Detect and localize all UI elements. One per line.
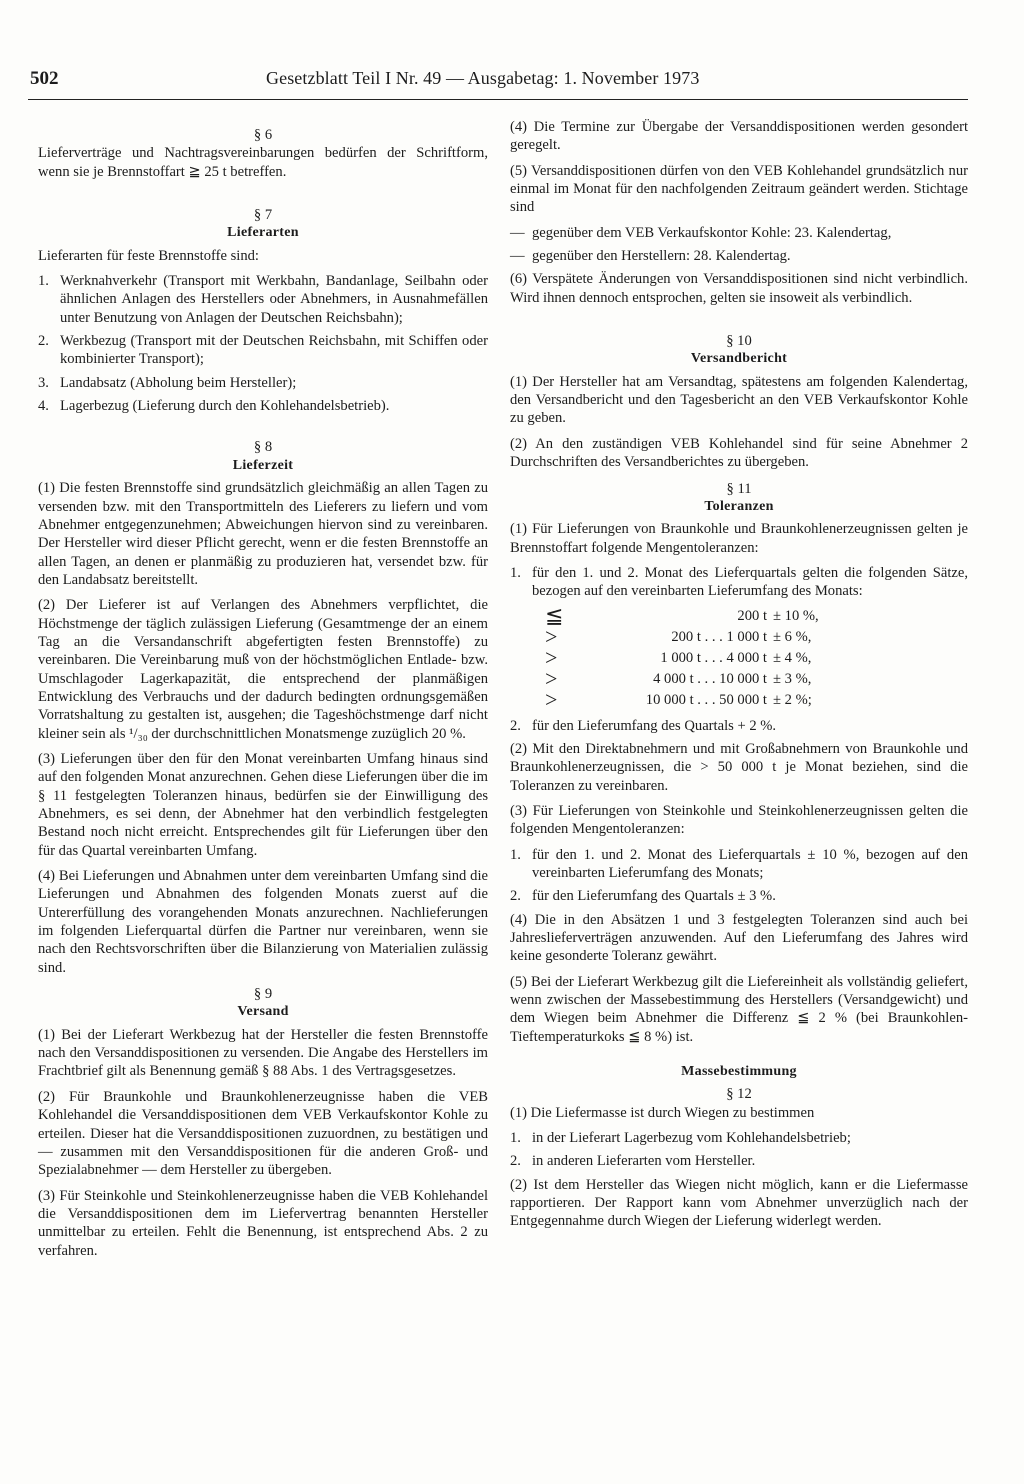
s11-paragraph-3: (3) Für Lieferungen von Steinkohle und Steinkohlenerzeugnissen gelten die folgenden Mengentoleranzen: <box>510 802 968 838</box>
s9-paragraph-4: (4) Die Termine zur Übergabe der Versanddispositionen werden gesondert geregelt. <box>510 119 968 154</box>
list-item-number: 1. <box>510 846 521 863</box>
tolerance-value: ± 6 %, <box>773 628 812 645</box>
list-item-text: für den Lieferumfang des Quartals ± 3 %. <box>532 888 776 905</box>
dash-symbol: — <box>510 224 525 241</box>
quantity-range: 4 000 t . . . 10 000 t <box>653 670 767 687</box>
list-item-text: Werknahverkehr (Transport mit Werkbahn, Bandanlage, Seilbahn oder ähnlichen Anlagen des Herstellers oder Abnehmers, in Ausnahmefällen unter Benutzung von Anlagen der Deutschen Reichsbahn); <box>60 273 488 326</box>
comparison-symbol: > <box>545 644 558 670</box>
s9-paragraph-6: (6) Verspätete Änderungen von Versanddispositionen sind nicht verbindlich. Wird ihnen dennoch entsprochen, gelten sie insoweit als verbindlich. <box>510 271 968 306</box>
s8-paragraph-3: (3) Lieferungen über den für den Monat vereinbarten Umfang hinaus sind auf den folgenden Monat anzurechnen. Gehen diese Lieferungen über die im § 11 festgelegten Toleranzen hinaus, bedürfen sie der Einwilligung des Abnehmers, es sei denn, der Abnehmer hat den verbindlich festgelegten Bestand noch nicht erreicht. Entsprechendes gilt für Lieferungen über den für das Quartal vereinbarten Umfang. <box>38 750 488 859</box>
list-item <box>510 1152 968 1170</box>
comparison-symbol: > <box>545 686 558 712</box>
s11-paragraph-5: (5) Bei der Lieferart Werkbezug gilt die Liefereinheit als vollständig geliefert, wenn zwischen der Massebestimmung des Herstellers (Versandgewicht) und dem Wiegen beim Abnehmer die Differenz ≦ 2 % (bei Braunkohlen-Tieftemperaturkoks ≦ 8 %) ist. <box>510 973 968 1045</box>
list-item-text: für den Lieferumfang des Quartals + 2 %. <box>532 717 777 734</box>
tolerance-value: ± 3 %, <box>773 670 812 687</box>
list-item-number: 4. <box>38 398 49 415</box>
list-item-number: 2. <box>510 888 521 905</box>
list-item-number: 2. <box>510 717 521 734</box>
dash-item <box>510 247 968 265</box>
s7-intro: Lieferarten für feste Brennstoffe sind: <box>38 247 259 264</box>
section-title-lieferzeit: Lieferzeit <box>232 457 294 473</box>
list-item-number: 1. <box>38 273 49 290</box>
s12-paragraph-2: (2) Ist dem Hersteller das Wiegen nicht möglich, kann er die Liefermasse rapportieren. Der Rapport kann vom Abnehmer unverzüglich nach der Entgegennahme durch Wiegen der Lieferung widerlegt werden. <box>510 1176 968 1230</box>
comparison-symbol: > <box>545 665 558 691</box>
list-item <box>510 717 968 735</box>
list-item-text: in der Lieferart Lagerbezug vom Kohlehandelsbetrieb; <box>532 1130 851 1147</box>
dash-item <box>510 224 968 242</box>
tolerance-value: ± 4 %, <box>773 649 812 666</box>
page-header <box>28 64 968 100</box>
left-column <box>38 118 488 1267</box>
list-item-number: 2. <box>510 1153 521 1170</box>
quantity-range: 200 t <box>737 607 767 624</box>
list-item <box>510 846 968 883</box>
list-item-number: 3. <box>38 374 49 391</box>
section-number-7: § 7 <box>253 207 273 224</box>
section-number-9: § 9 <box>253 986 273 1003</box>
section-number-11: § 11 <box>726 480 752 497</box>
comparison-symbol: > <box>545 623 558 649</box>
list-item-text: Werkbezug (Transport mit der Deutschen Reichsbahn, mit Schiffen oder kombinierter Transport); <box>60 333 488 368</box>
s9-paragraph-1: (1) Bei der Lieferart Werkbezug hat der Hersteller die festen Brennstoffe nach den Versanddispositionen zu versenden. Die Angabe des Herstellers im Frachtbrief gilt als Benennung gemäß § 88 Abs. 1 des Vertragsgesetzes. <box>38 1026 488 1080</box>
section-number-6: § 6 <box>253 127 273 143</box>
list-item <box>38 374 488 392</box>
list-item <box>510 887 968 905</box>
list-item-text: für den 1. und 2. Monat des Lieferquartals gelten die folgenden Sätze, bezogen auf den vereinbarten Lieferumfang des Monats: <box>532 564 968 600</box>
s6-paragraph: Lieferverträge und Nachtragsvereinbarungen bedürfen der Schriftform, wenn sie je Brennstoffart ≧ 25 t betreffen. <box>38 145 488 180</box>
section-number-8: § 8 <box>253 439 273 456</box>
dash-item-text: gegenüber dem VEB Verkaufskontor Kohle: 23. Kalendertag, <box>532 224 892 241</box>
s9-paragraph-2: (2) Für Braunkohle und Braunkohlenerzeugnisse haben die VEB Kohlehandel die Versanddispositionen dem VEB Verkaufskontor Kohle zu erteilen. Dieser hat die Versanddispositionen zuzuordnen, zu bestätigen und — zusammen mit den Versanddispositionen für die anderen Groß- und Spezialabnehmer — dem Hersteller zu übergeben. <box>38 1088 488 1179</box>
section-title-lieferarten: Lieferarten <box>227 225 299 241</box>
s11-paragraph-2: (2) Mit den Direktabnehmern und mit Großabnehmern von Braunkohle und Braunkohlenerzeugnissen, die > 50 000 t je Monat beziehen, sind die Toleranzen zu vereinbaren. <box>510 740 968 794</box>
list-item <box>38 397 488 415</box>
dash-item-text: gegenüber den Herstellern: 28. Kalendertag. <box>532 248 791 265</box>
section-title-toleranzen: Toleranzen <box>704 498 774 514</box>
table-row <box>545 690 845 711</box>
quantity-range: 200 t . . . 1 000 t <box>671 628 767 645</box>
list-item-text: in anderen Lieferarten vom Hersteller. <box>532 1153 756 1170</box>
list-item <box>38 272 488 327</box>
s11-paragraph-4: (4) Die in den Absätzen 1 und 3 festgelegten Toleranzen sind auch bei Jahreslieferverträgen anzuwenden. Auf den Lieferumfang des Jahres wird keine gesonderte Toleranz gewährt. <box>510 911 968 965</box>
list-item-text: Lagerbezug (Lieferung durch den Kohlehandelsbetrieb). <box>60 398 390 415</box>
quantity-range: 1 000 t . . . 4 000 t <box>660 649 767 666</box>
section-title-versandbericht: Versandbericht <box>690 351 788 367</box>
section-heading-massebestimmung: Massebestimmung <box>681 1064 797 1080</box>
list-item-text: Landabsatz (Abholung beim Hersteller); <box>60 374 297 391</box>
table-row <box>545 669 845 690</box>
list-item-number: 2. <box>38 333 49 350</box>
s11-paragraph-1: (1) Für Lieferungen von Braunkohle und Braunkohlenerzeugnissen gelten je Brennstoffart folgende Mengentoleranzen: <box>510 521 968 556</box>
s8-paragraph-4: (4) Bei Lieferungen und Abnahmen unter dem vereinbarten Umfang sind die Lieferungen und Abnahmen des folgenden Monats zuerst auf die Untererfüllung des vorangehenden Monats anzurechnen. Nachlieferungen im folgenden Lieferquartal dürfen die Partner nur vereinbaren, wenn sie nach den Rechtsvorschriften über die Bilanzierung von Materialien zulässig sind. <box>38 868 488 976</box>
table-row <box>545 648 845 669</box>
tolerance-value: ± 2 %; <box>773 691 812 708</box>
tolerance-table <box>545 602 845 712</box>
s12-paragraph-1: (1) Die Liefermasse ist durch Wiegen zu bestimmen <box>510 1104 815 1121</box>
s8-paragraph-2: (2) Der Lieferer ist auf Verlangen des Abnehmers verpflichtet, die Höchstmenge der täglich zulässigen Lieferung (Gesamtmenge der an einem Tag an die Versandanschrift abgefertigten festen Brennstoffe) zu vereinbaren. Die Vereinbarung muß von der höchstmöglichen Entlade- bzw. Umschlagoder Lagerkapazität, die entsprechend der planmäßigen Entwicklung des Verbrauchs und der dadurch bedingten ordnungsgemäßen Vorratshaltung zu gestalten ist, ausgehen; die Tageshöchstmenge darf nicht kleiner sein als ¹/₃₀ der durchschnittlichen Monatsmenge zuzüglich 20 %. <box>38 597 488 742</box>
list-item <box>510 564 968 601</box>
list-item-number: 1. <box>510 564 521 581</box>
quantity-range: 10 000 t . . . 50 000 t <box>645 691 767 708</box>
table-row <box>545 606 845 627</box>
comparison-symbol: ≦ <box>545 602 564 628</box>
s9-paragraph-5: (5) Versanddispositionen dürfen von den VEB Kohlehandel grundsätzlich nur einmal im Monat für den nachfolgenden Zeitraum geändert werden. Stichtage sind <box>510 162 968 216</box>
section-title-versand: Versand <box>237 1004 289 1020</box>
right-column <box>510 118 968 1238</box>
section-number-10: § 10 <box>726 333 752 350</box>
list-item-number: 1. <box>510 1130 521 1147</box>
list-item-text: für den 1. und 2. Monat des Lieferquartals ± 10 %, bezogen auf den vereinbarten Lieferumfang des Monats; <box>532 846 968 881</box>
s10-paragraph-2: (2) An den zuständigen VEB Kohlehandel sind für seine Abnehmer 2 Durchschriften des Versandberichtes zu übergeben. <box>510 435 968 471</box>
s10-paragraph-1: (1) Der Hersteller hat am Versandtag, spätestens am folgenden Kalendertag, den Versandbericht und den Tagesbericht an den VEB Verkaufskontor Kohle zu geben. <box>510 373 968 427</box>
tolerance-value: ± 10 %, <box>773 607 819 624</box>
running-title: Gesetzblatt Teil I Nr. 49 — Ausgabetag: 1. November 1973 <box>266 68 700 88</box>
dash-symbol: — <box>510 248 525 265</box>
s8-paragraph-1: (1) Die festen Brennstoffe sind grundsätzlich gleichmäßig an allen Tagen zu versenden bzw. mit den Transportmitteln des Lieferers zu liefern und vom Abnehmer entgegenzunehmen; Abweichungen hiervon sind zu vereinbaren. Der Hersteller wird dieser Pflicht gerecht, wenn er die festen Brennstoffe an allen Tagen, an denen er planmäßig zu produzieren hat, versendet bzw. für den Landabsatz bereitstellt. <box>38 480 488 588</box>
section-number-12: § 12 <box>726 1086 752 1103</box>
list-item <box>38 332 488 369</box>
s9-paragraph-3: (3) Für Steinkohle und Steinkohlenerzeugnisse haben die VEB Kohlehandel die Versanddispositionen dem im Liefervertrag benannten Hersteller unmittelbar zu erteilen. Fehlt die Benennung, ist entsprechend Abs. 2 zu verfahren. <box>38 1187 488 1259</box>
table-row <box>545 627 845 648</box>
page-number: 502 <box>30 68 59 89</box>
list-item <box>510 1129 968 1147</box>
